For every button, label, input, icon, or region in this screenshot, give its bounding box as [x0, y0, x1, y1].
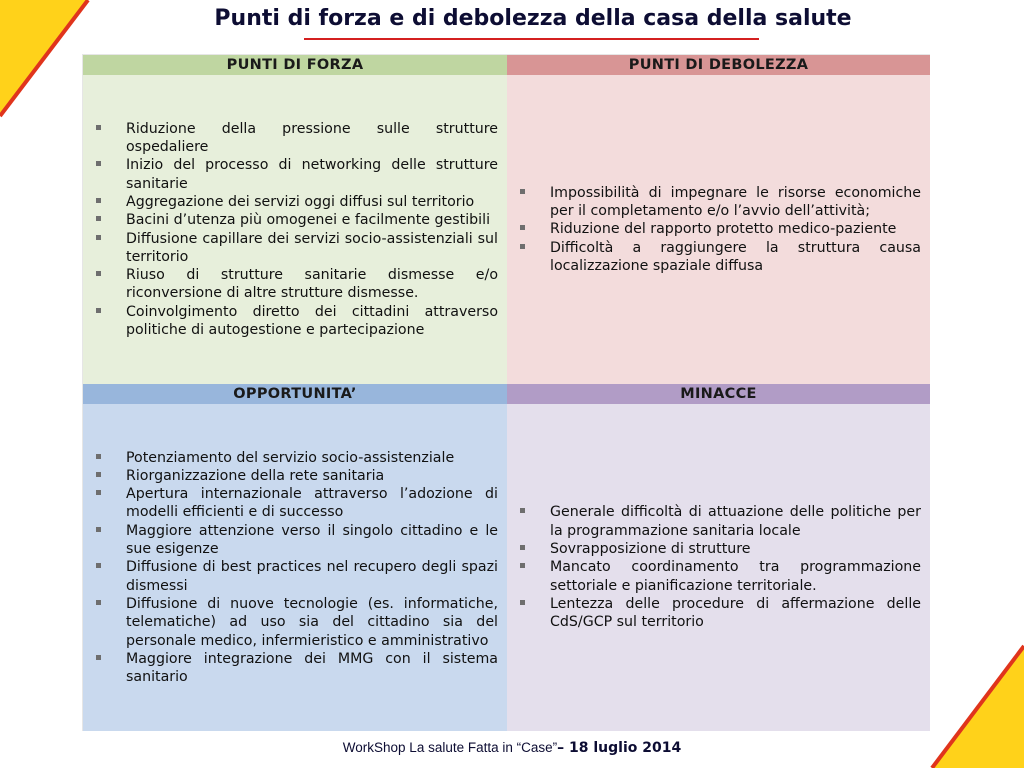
- list-item: Diffusione di nuove tecnologie (es. informatiche, telematiche) ad uso sia del cittadino sia del personale medico, infermieristico e amministrativo: [94, 595, 498, 650]
- opportunities-heading: OPPORTUNITA’: [83, 384, 507, 404]
- bullet-icon: [96, 235, 101, 240]
- list-item: Lentezza delle procedure di affermazione delle CdS/GCP sul territorio: [518, 595, 921, 632]
- list-item: Riduzione del rapporto protetto medico-paziente: [518, 220, 921, 238]
- bullet-icon: [520, 189, 525, 194]
- bullet-icon: [96, 563, 101, 568]
- list-item: Bacini d’utenza più omogenei e facilmente gestibili: [94, 211, 498, 229]
- page-title: Punti di forza e di debolezza della casa della salute: [214, 6, 852, 31]
- list-item: Maggiore attenzione verso il singolo cittadino e le sue esigenze: [94, 522, 498, 559]
- top-left-corner-decoration: [0, 0, 92, 120]
- list-item: Riuso di strutture sanitarie dismesse e/o riconversione di altre strutture dismesse.: [94, 266, 498, 303]
- bullet-icon: [96, 527, 101, 532]
- bullet-icon: [96, 655, 101, 660]
- list-item: Mancato coordinamento tra programmazione settoriale e pianificazione territoriale.: [518, 558, 921, 595]
- weaknesses-heading: PUNTI DI DEBOLEZZA: [507, 55, 930, 75]
- list-item: Coinvolgimento diretto dei cittadini attraverso politiche di autogestione e partecipazione: [94, 303, 498, 340]
- strengths-list: [83, 120, 507, 340]
- threats-heading: MINACCE: [507, 384, 930, 404]
- strengths-heading: PUNTI DI FORZA: [83, 55, 507, 75]
- bullet-icon: [96, 125, 101, 130]
- footer: [0, 737, 1024, 756]
- bullet-icon: [96, 308, 101, 313]
- footer-event: WorkShop La salute Fatta in “Case”: [342, 740, 558, 755]
- list-item: Diffusione capillare dei servizi socio-assistenziali sul territorio: [94, 230, 498, 267]
- list-item: Inizio del processo di networking delle strutture sanitarie: [94, 156, 498, 193]
- bullet-icon: [520, 225, 525, 230]
- swot-table: [82, 54, 930, 731]
- bullet-icon: [96, 454, 101, 459]
- title-underline: [304, 38, 759, 40]
- weaknesses-quadrant: [507, 55, 930, 384]
- bullet-icon: [520, 600, 525, 605]
- footer-date: – 18 luglio 2014: [557, 740, 682, 756]
- bullet-icon: [96, 161, 101, 166]
- bullet-icon: [520, 508, 525, 513]
- list-item: Apertura internazionale attraverso l’adozione di modelli efficienti e di successo: [94, 485, 498, 522]
- list-item: Aggregazione dei servizi oggi diffusi sul territorio: [94, 193, 498, 211]
- bullet-icon: [520, 563, 525, 568]
- list-item: Diffusione di best practices nel recupero degli spazi dismessi: [94, 558, 498, 595]
- bullet-icon: [96, 490, 101, 495]
- opportunities-quadrant: [83, 384, 507, 731]
- list-item: Maggiore integrazione dei MMG con il sistema sanitario: [94, 650, 498, 687]
- threats-quadrant: [507, 384, 930, 731]
- list-item: Difficoltà a raggiungere la struttura causa localizzazione spaziale diffusa: [518, 239, 921, 276]
- weaknesses-list: [507, 184, 930, 275]
- bullet-icon: [520, 545, 525, 550]
- bullet-icon: [520, 244, 525, 249]
- bullet-icon: [96, 216, 101, 221]
- opportunities-list: [83, 449, 507, 687]
- list-item: Generale difficoltà di attuazione delle politiche per la programmazione sanitaria locale: [518, 503, 921, 540]
- bullet-icon: [96, 472, 101, 477]
- list-item: Riorganizzazione della rete sanitaria: [94, 467, 498, 485]
- bullet-icon: [96, 271, 101, 276]
- list-item: Potenziamento del servizio socio-assistenziale: [94, 449, 498, 467]
- list-item: Riduzione della pressione sulle strutture ospedaliere: [94, 120, 498, 157]
- strengths-quadrant: [83, 55, 507, 384]
- threats-list: [507, 503, 930, 631]
- bullet-icon: [96, 198, 101, 203]
- list-item: Impossibilità di impegnare le risorse economiche per il completamento e/o l’avvio dell’attività;: [518, 184, 921, 221]
- bullet-icon: [96, 600, 101, 605]
- list-item: Sovrapposizione di strutture: [518, 540, 921, 558]
